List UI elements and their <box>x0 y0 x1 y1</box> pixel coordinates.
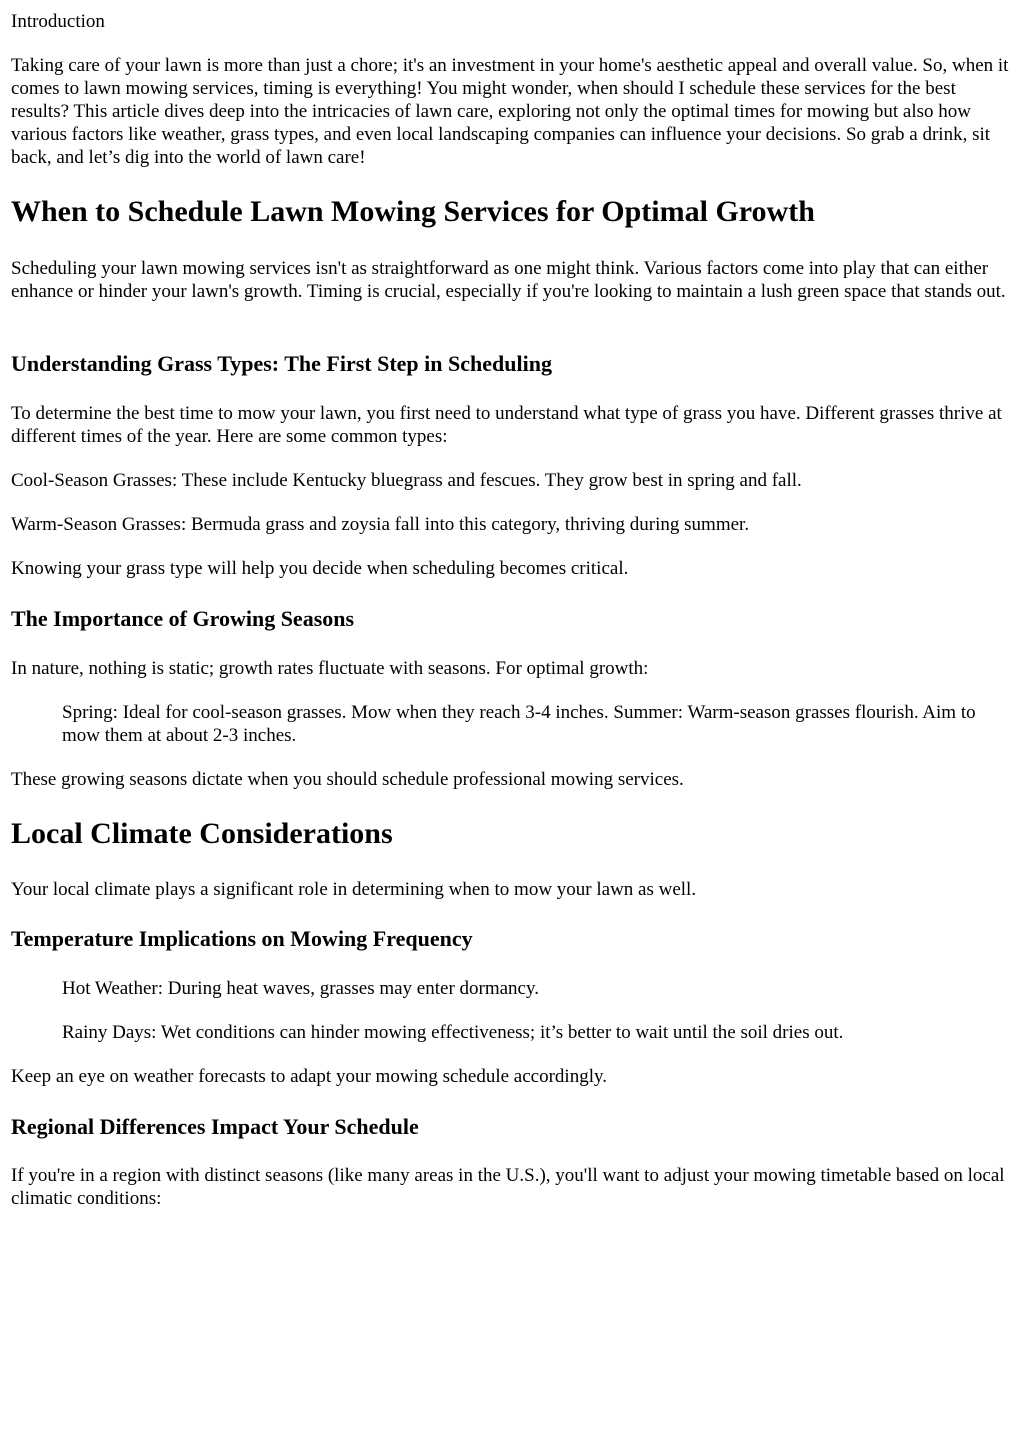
optimal-growth-paragraph: Scheduling your lawn mowing services isn't as straightforward as one might think. Various factors come into play that can either enhance or hinder your lawn's growth. Timing is crucial, especially if you're looking to maintain a lush green space that stands out. <box>11 258 1006 302</box>
section-heading-optimal-growth: When to Schedule Lawn Mowing Services for Optimal Growth <box>11 195 815 228</box>
section-heading-local-climate: Local Climate Considerations <box>11 817 393 850</box>
growing-seasons-quote: Spring: Ideal for cool-season grasses. Mow when they reach 3-4 inches. Summer: Warm-season grasses flourish. Aim to mow them at about 2-3 inches. <box>62 702 976 746</box>
growing-seasons-closing: These growing seasons dictate when you should schedule professional mowing services. <box>11 769 684 790</box>
subheading-growing-seasons: The Importance of Growing Seasons <box>11 606 355 631</box>
warm-season-item: Warm-Season Grasses: Bermuda grass and zoysia fall into this category, thriving during summer. <box>11 514 750 535</box>
grass-types-paragraph: To determine the best time to mow your lawn, you first need to understand what type of grass you have. Different grasses thrive at different times of the year. Here are some common types: <box>11 403 1002 447</box>
subheading-regional: Regional Differences Impact Your Schedule <box>11 1114 419 1139</box>
subheading-grass-types: Understanding Grass Types: The First Step in Scheduling <box>11 351 552 376</box>
intro-paragraph: Taking care of your lawn is more than just a chore; it's an investment in your home's aesthetic appeal and overall value. So, when it comes to lawn mowing services, timing is everything! You might wonder, when should I schedule these services for the best results? This article dives deep into the intricacies of lawn care, exploring not only the optimal times for mowing but also how various factors like weather, grass types, and even local landscaping companies can influence your decisions. So grab a drink, sit back, and let’s dig into the world of lawn care! <box>11 55 1009 168</box>
growing-seasons-paragraph: In nature, nothing is static; growth rates fluctuate with seasons. For optimal growth: <box>11 658 649 679</box>
local-climate-paragraph: Your local climate plays a significant role in determining when to mow your lawn as well. <box>11 879 697 900</box>
cool-season-item: Cool-Season Grasses: These include Kentucky bluegrass and fescues. They grow best in spring and fall. <box>11 470 802 491</box>
hot-weather-item: Hot Weather: During heat waves, grasses may enter dormancy. <box>62 978 540 999</box>
regional-paragraph: If you're in a region with distinct seasons (like many areas in the U.S.), you'll want to adjust your mowing timetable based on local climatic conditions: <box>11 1165 1005 1209</box>
rainy-days-item: Rainy Days: Wet conditions can hinder mowing effectiveness; it’s better to wait until the soil dries out. <box>62 1022 844 1043</box>
temperature-closing: Keep an eye on weather forecasts to adapt your mowing schedule accordingly. <box>11 1066 607 1087</box>
intro-label: Introduction <box>11 11 105 32</box>
subheading-temperature: Temperature Implications on Mowing Frequency <box>11 926 473 951</box>
grass-types-closing: Knowing your grass type will help you decide when scheduling becomes critical. <box>11 558 629 579</box>
